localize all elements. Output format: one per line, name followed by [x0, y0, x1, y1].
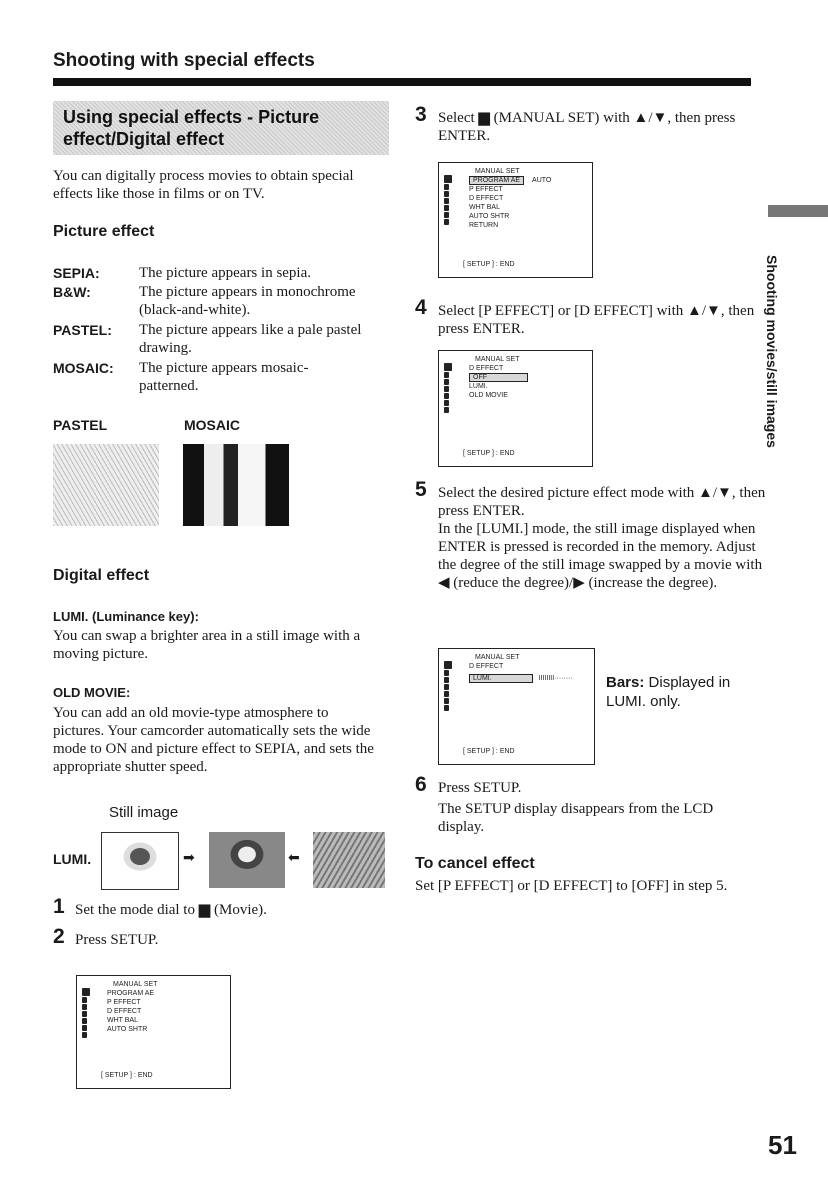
side-tab-bar	[768, 205, 828, 217]
menu-icons	[444, 363, 458, 414]
menu-title: MANUAL SET	[475, 654, 520, 661]
effect-term: B&W:	[53, 284, 91, 300]
menu-item: WHT BAL	[469, 204, 500, 211]
menu-item: OFF	[469, 373, 528, 382]
menu-footer: [ SETUP ] : END	[463, 450, 515, 457]
menu-item: LUMI. IIIIIIII········	[469, 674, 573, 683]
menu-item: P EFFECT	[107, 999, 141, 1006]
bars-note-text: Displayed in LUMI. only.	[606, 674, 731, 710]
still-image-label: Still image	[109, 804, 179, 821]
menu-item: RETURN	[469, 222, 499, 229]
menu-icons	[82, 988, 96, 1039]
oldmovie-title: OLD MOVIE:	[53, 685, 131, 700]
step-number: 2	[53, 925, 65, 948]
step-text: Select [P EFFECT] or [D EFFECT] with ▲/▼, then press ENTER.	[438, 303, 755, 337]
effect-desc: The picture appears in sepia.	[139, 265, 312, 281]
oldmovie-text: You can add an old movie-type atmosphere to pictures. Your camcorder automatically sets the wide mode to ON and picture effect to SEPIA, and sets the appropriate shutter speed.	[53, 705, 374, 775]
mosaic-sample-image	[183, 444, 289, 526]
side-tab-label: Shooting movies/still images	[764, 255, 780, 448]
cancel-text: Set [P EFFECT] or [D EFFECT] to [OFF] in step 5.	[415, 878, 728, 894]
menu-item: AUTO SHTR	[107, 1026, 148, 1033]
menu-footer: [ SETUP ] : END	[101, 1072, 153, 1079]
lumi-text: You can swap a brighter area in a still image with a moving picture.	[53, 628, 361, 662]
menu-title: MANUAL SET	[475, 356, 520, 363]
banner-title: Using special effects - Picture effect/Digital effect	[63, 107, 320, 149]
bars-note-label: Bars:	[606, 674, 645, 691]
step-extra: The SETUP display disappears from the LCD display.	[438, 801, 714, 835]
lumi-result-image	[209, 832, 285, 888]
menu-item: D EFFECT	[469, 365, 504, 372]
menu-item: PROGRAM AE AUTO	[469, 176, 551, 185]
menu-title: MANUAL SET	[475, 168, 520, 175]
arrow-left-icon: ⬅	[288, 850, 300, 866]
menu-footer: [ SETUP ] : END	[463, 748, 515, 755]
effect-desc: The picture appears like a pale pastel drawing.	[139, 322, 362, 356]
intro-text: You can digitally process movies to obtain special effects like those in films or on TV.	[53, 168, 354, 202]
lumi-label: LUMI.	[53, 851, 92, 867]
step-text: Select ▆ (MANUAL SET) with ▲/▼, then press ENTER.	[438, 110, 736, 144]
page-number: 51	[768, 1130, 797, 1160]
menu-icons	[444, 175, 458, 226]
menu-screen-3	[438, 350, 593, 467]
step-number: 3	[415, 103, 427, 126]
step-number: 5	[415, 478, 427, 501]
cancel-heading: To cancel effect	[415, 855, 535, 872]
lumi-still-image	[101, 832, 179, 890]
arrow-right-icon: ➡	[183, 850, 195, 866]
menu-screen-4	[438, 648, 595, 765]
menu-item: PROGRAM AE	[107, 990, 155, 997]
step-number: 1	[53, 895, 65, 918]
pastel-sample-label: PASTEL	[53, 417, 108, 433]
lumi-degree-bars: IIIIIIII········	[538, 675, 573, 682]
menu-item: D EFFECT	[107, 1008, 142, 1015]
menu-title: MANUAL SET	[113, 981, 158, 988]
bars-note	[606, 673, 756, 711]
menu-value: AUTO	[532, 177, 552, 184]
menu-item: P EFFECT	[469, 186, 503, 193]
effect-desc: The picture appears mosaic-patterned.	[139, 360, 309, 394]
pastel-sample-image	[53, 444, 159, 526]
step-text: Press SETUP.	[438, 780, 522, 796]
page-title: Shooting with special effects	[53, 50, 315, 71]
step-text: Press SETUP.	[75, 932, 159, 948]
effect-item-bw	[53, 283, 373, 321]
step-text: Set the mode dial to ▆ (Movie).	[75, 902, 267, 918]
menu-item: OLD MOVIE	[469, 392, 508, 399]
menu-screen-2	[438, 162, 593, 278]
mosaic-sample-label: MOSAIC	[184, 417, 240, 433]
menu-footer: [ SETUP ] : END	[463, 261, 515, 268]
menu-item: AUTO SHTR	[469, 213, 510, 220]
step-extra: In the [LUMI.] mode, the still image displayed when ENTER is pressed is recorded in the memory. Adjust the degree of the still image swapped by a movie with ◀ (reduce the degree)/▶ (increase the degree).	[438, 521, 763, 591]
effect-term: SEPIA:	[53, 265, 100, 281]
effect-item-pastel	[53, 321, 373, 359]
section-banner	[53, 101, 389, 155]
menu-item: LUMI.	[469, 383, 488, 390]
lumi-movie-image	[313, 832, 385, 888]
menu-item: WHT BAL	[107, 1017, 138, 1024]
picture-effect-heading: Picture effect	[53, 223, 155, 240]
menu-item: D EFFECT	[469, 663, 504, 670]
effect-term: PASTEL:	[53, 322, 112, 338]
menu-icons	[444, 661, 458, 712]
menu-screen-1	[76, 975, 231, 1089]
step-number: 6	[415, 773, 427, 796]
digital-effect-heading: Digital effect	[53, 567, 150, 584]
step-number: 4	[415, 296, 427, 319]
effect-item-mosaic	[53, 359, 373, 397]
picture-effect-list	[53, 264, 373, 397]
effect-desc: The picture appears in monochrome (black-and-white).	[139, 284, 356, 318]
title-rule	[53, 78, 751, 86]
effect-term: MOSAIC:	[53, 360, 114, 376]
step-text: Select the desired picture effect mode with ▲/▼, then press ENTER.	[438, 485, 766, 519]
menu-item: D EFFECT	[469, 195, 504, 202]
lumi-title: LUMI. (Luminance key):	[53, 609, 199, 624]
effect-item-sepia	[53, 264, 373, 283]
